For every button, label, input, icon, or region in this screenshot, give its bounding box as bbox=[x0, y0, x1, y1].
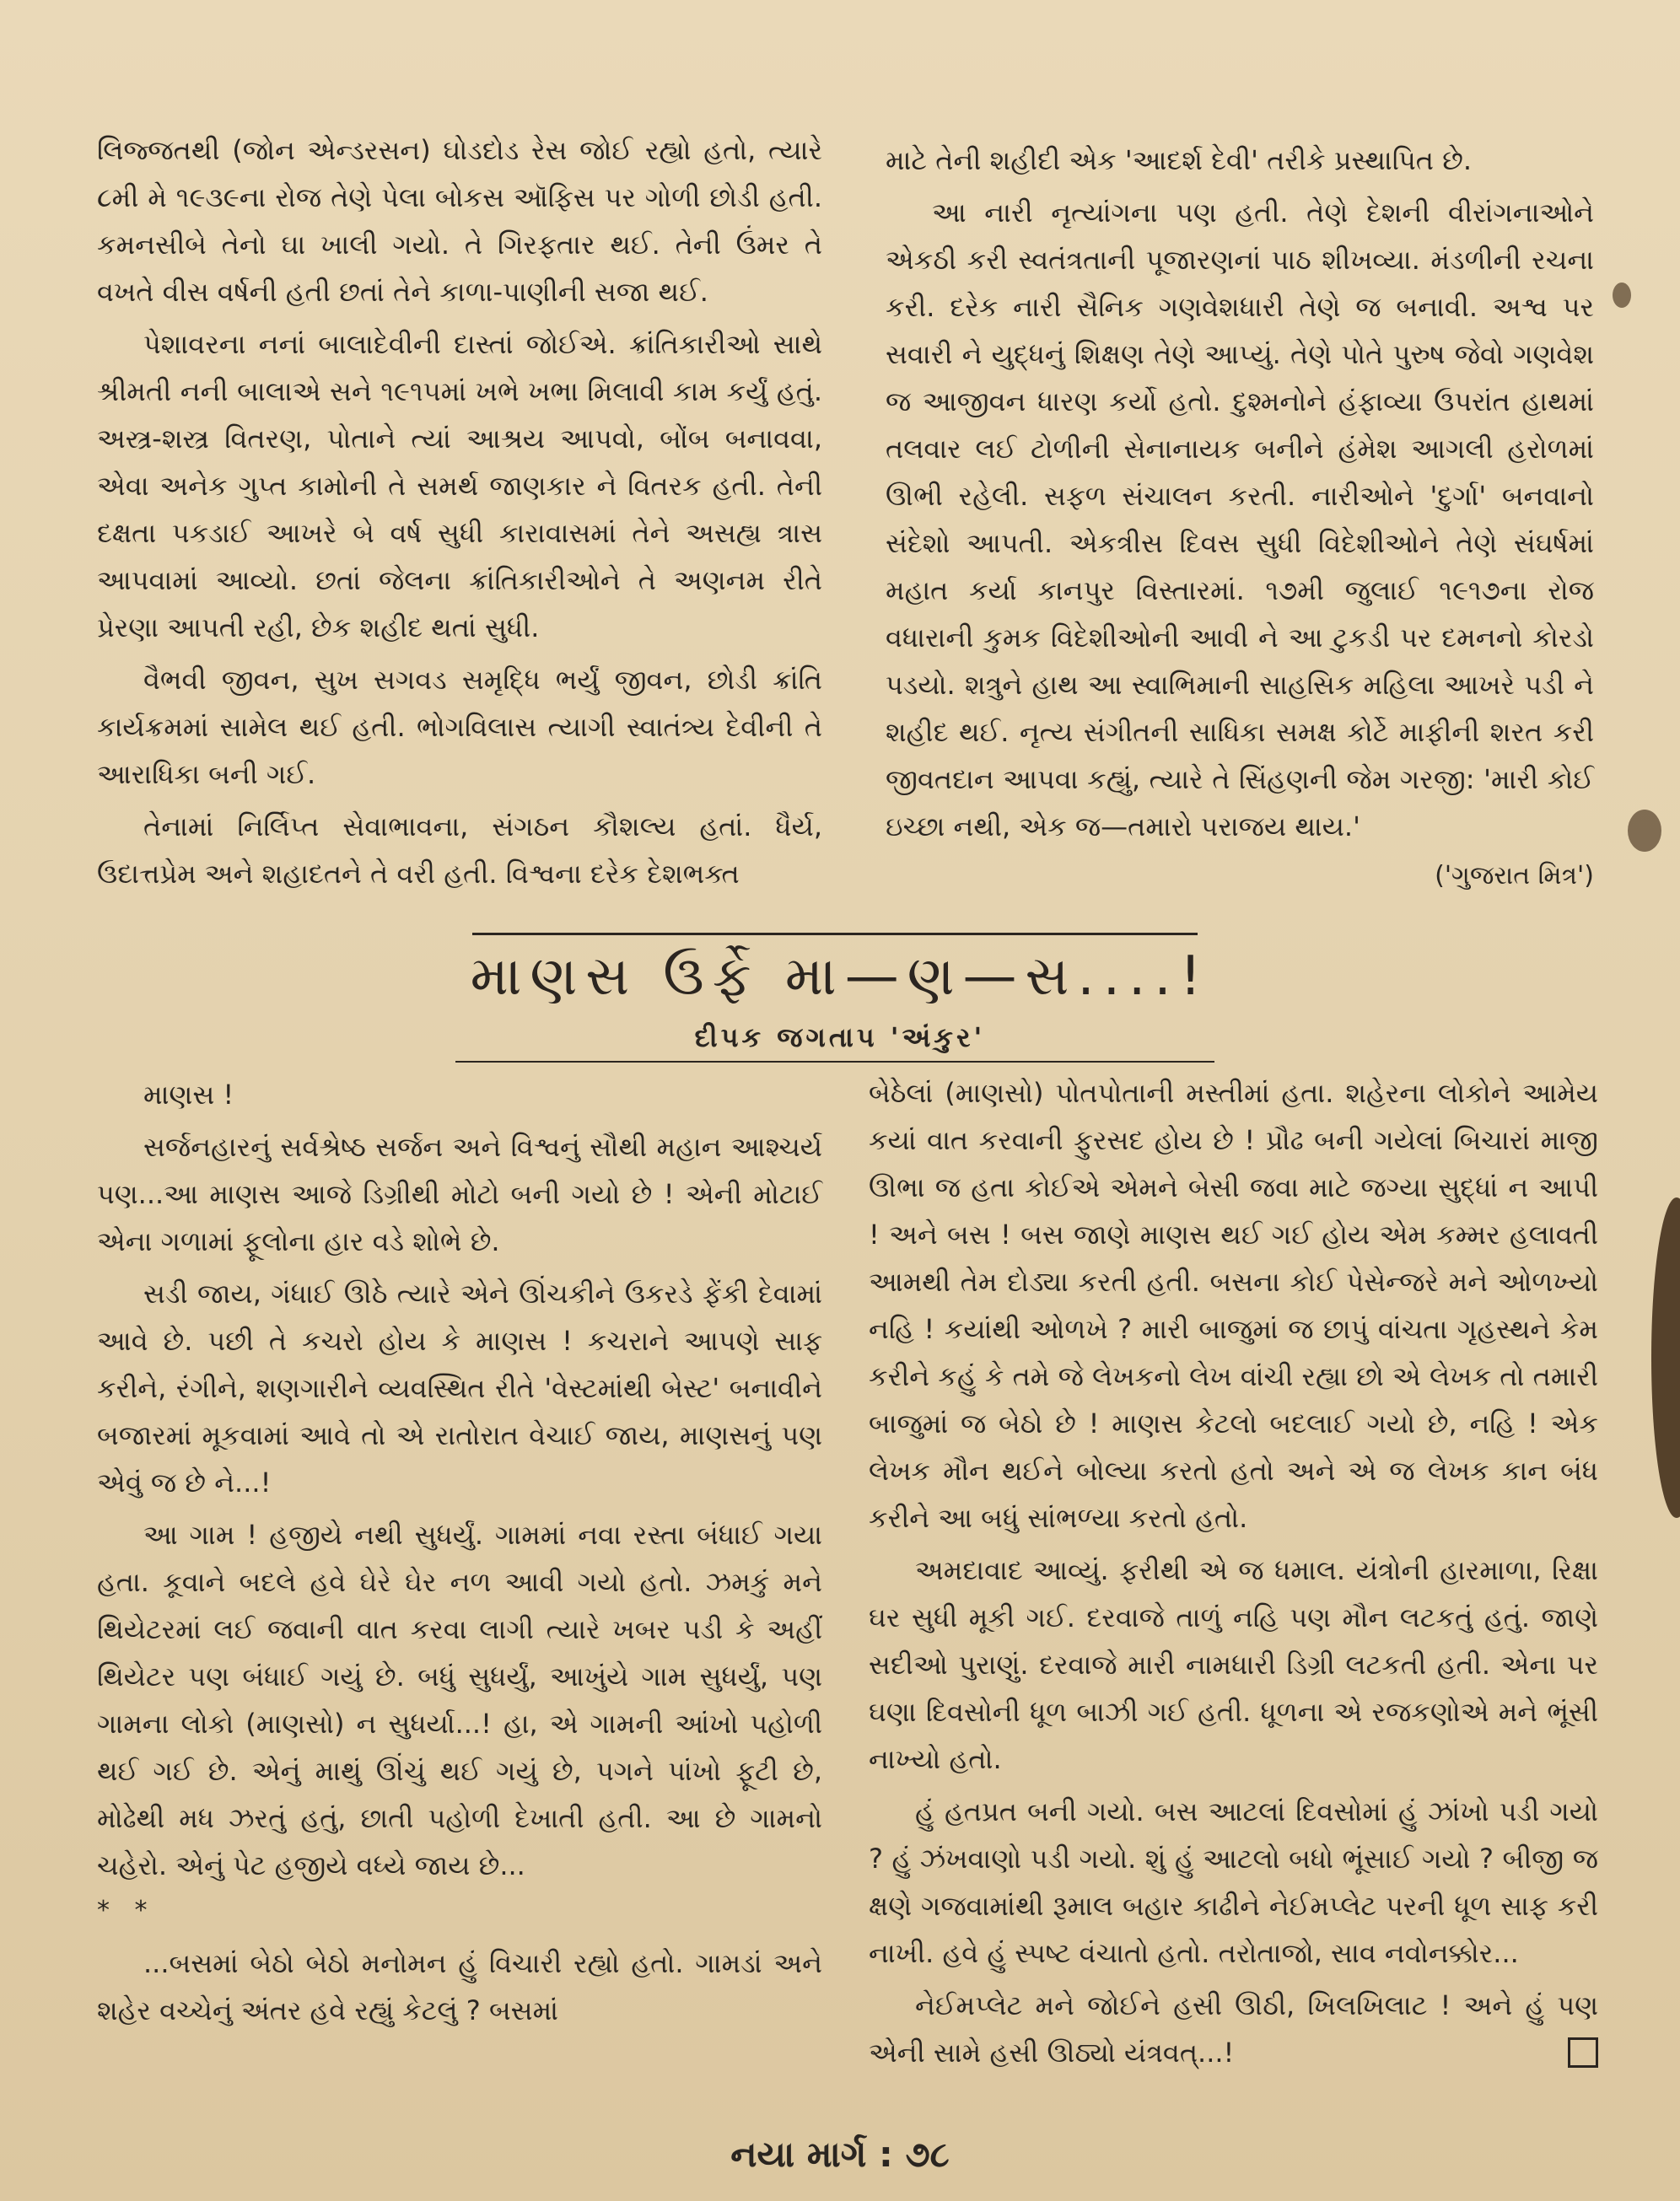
section-break: * * bbox=[97, 1896, 156, 1925]
paragraph: તેનામાં નિર્લિપ્ત સેવાભાવના, સંગઠન કૌશલ્ય હતાં. ધૈર્ય, ઉદાત્તપ્રેમ અને શહાદતને તે વરી હતી. વિશ્વના દરેક દેશભક્ત bbox=[97, 810, 822, 890]
bottom-left-column bbox=[97, 1071, 822, 2039]
title-bottom-rule bbox=[455, 1061, 1214, 1063]
top-left-column bbox=[97, 126, 822, 902]
paragraph bbox=[869, 1982, 1598, 2076]
paragraph-text: નેઈમપ્લેટ મને જોઈને હસી ઊઠી, ખિલખિલાટ ! અને હું પણ એની સામે હસી ઊઠ્યો યંત્રવત્...! bbox=[869, 1989, 1598, 2069]
paragraph: વૈભવી જીવન, સુખ સગવડ સમૃદ્ધિ ભર્યું જીવન, છોડી ક્રાંતિ કાર્યક્રમમાં સામેલ થઈ હતી. ભોગવિલાસ ત્યાગી સ્વાતંત્ર્ય દેવીની તે આરાધિકા બની ગઈ. bbox=[97, 664, 822, 790]
top-right-column bbox=[886, 137, 1594, 897]
paragraph: લિજ્જતથી (જોન એન્ડરસન) ઘોડદોડ રેસ જોઈ રહ્યો હતો, ત્યારે ૮મી મે ૧૯૩૯ના રોજ તેણે પેલા બોકસ ઑફિસ પર ગોળી છોડી હતી. કમનસીબે તેનો ઘા ખાલી ગયો. તે ગિરફતાર થઈ. તેની ઉંમર તે વખતે વીસ વર્ષની હતી છતાં તેને કાળા-પાણીની સજા થઈ. bbox=[97, 134, 822, 308]
paragraph: માટે તેની શહીદી એક 'આદર્શ દેવી' તરીકે પ્રસ્થાપિત છે. bbox=[886, 144, 1473, 176]
paragraph: હું હતપ્રત બની ગયો. બસ આટલાં દિવસોમાં હું ઝાંખો પડી ગયો ? હું ઝંખવાણો પડી ગયો. શું હું આટલો બધો ભૂંસાઈ ગયો ? બીજી જ ક્ષણે ગજવામાંથી રૂમાલ બહાર કાઢીને નેઈમપ્લેટ પરની ધૂળ સાફ કરી નાખી. હવે હું સ્પષ્ટ વંચાતો હતો. તરોતાજો, સાવ નવોનક્કોર... bbox=[869, 1795, 1598, 1969]
page-footer: નયા માર્ગ : ૭૮ bbox=[730, 2134, 950, 2175]
paper-damage bbox=[1613, 283, 1631, 308]
title-top-rule bbox=[472, 933, 1198, 935]
paragraph: માણસ ! bbox=[143, 1079, 234, 1111]
end-mark-icon bbox=[1568, 2037, 1598, 2068]
article-author: દીપક જગતાપ 'અંકુર' bbox=[694, 1021, 986, 1053]
paragraph: અમદાવાદ આવ્યું. ફરીથી એ જ ધમાલ. યંત્રોની હારમાળા, રિક્ષા ઘર સુધી મૂકી ગઈ. દરવાજે તાળું નહિ પણ મૌન લટકતું હતું. જાણે સદીઓ પુરાણું. દરવાજે મારી નામધારી ડિગ્રી લટકતી હતી. એના પર ઘણા દિવસોની ધૂળ બાઝી ગઈ હતી. ધૂળના એ રજકણોએ મને ભૂંસી નાખ્યો હતો. bbox=[869, 1554, 1598, 1775]
article-title: માણસ ઉર્ફે મા—ણ—સ....! bbox=[470, 945, 1210, 1008]
paper-damage bbox=[1628, 810, 1661, 852]
paragraph: સડી જાય, ગંધાઈ ઊઠે ત્યારે એને ઊંચકીને ઉકરડે ફેંકી દેવામાં આવે છે. પછી તે કચરો હોય કે માણસ ! કચરાને આપણે સાફ કરીને, રંગીને, શણગારીને વ્યવસ્થિત રીતે 'વેસ્ટમાંથી બેસ્ટ' બનાવીને બજારમાં મૂકવામાં આવે તો એ રાતોરાત વેચાઈ જાય, માણસનું પણ એવું જ છે ને...! bbox=[97, 1278, 822, 1499]
source-credit: ('ગુજરાત મિત્ર') bbox=[1435, 861, 1594, 891]
paragraph: પેશાવરના નનાં બાલાદેવીની દાસ્તાં જોઈએ. ક્રાંતિકારીઓ સાથે શ્રીમતી નની બાલાએ સને ૧૯૧૫માં ખભે ખભા મિલાવી કામ કર્યું હતું. અસ્ત્ર-શસ્ત્ર વિતરણ, પોતાને ત્યાં આશ્રય આપવો, બોંબ બનાવવા, એવા અનેક ગુપ્ત કામોની તે સમર્થ જાણકાર ને વિતરક હતી. તેની દક્ષતા પકડાઈ આખરે બે વર્ષ સુધી કારાવાસમાં તેને અસહ્ય ત્રાસ આપવામાં આવ્યો. છતાં જેલના ક્રાંતિકારીઓને તે અણનમ રીતે પ્રેરણા આપતી રહી, છેક શહીદ થતાં સુધી. bbox=[97, 328, 822, 643]
paper-damage bbox=[1651, 1197, 1680, 1518]
paragraph: સર્જનહારનું સર્વશ્રેષ્ઠ સર્જન અને વિશ્વનું સૌથી મહાન આશ્ચર્ય પણ...આ માણસ આજે ડિગ્રીથી મોટો બની ગયો છે ! એની મોટાઈ એના ગળામાં ફૂલોના હાર વડે શોભે છે. bbox=[97, 1131, 822, 1257]
paragraph: ...બસમાં બેઠો બેઠો મનોમન હું વિચારી રહ્યો હતો. ગામડાં અને શહેર વચ્ચેનું અંતર હવે રહ્યું કેટલું ? બસમાં bbox=[97, 1947, 822, 2026]
bottom-right-column bbox=[869, 1069, 1598, 2081]
paragraph: બેઠેલાં (માણસો) પોતપોતાની મસ્તીમાં હતા. શહેરના લોકોને આમેય કયાં વાત કરવાની ફુરસદ હોય છે ! પ્રૌઢ બની ગયેલાં બિચારાં માજી ઊભા જ હતા કોઈએ એમને બેસી જવા માટે જગ્યા સુદ્ધાં ન આપી ! અને બસ ! બસ જાણે માણસ થઈ ગઈ હોય એમ કમ્મર હલાવતી આમથી તેમ દોડ્યા કરતી હતી. બસના કોઈ પેસેન્જરે મને ઓળખ્યો નહિ ! કયાંથી ઓળખે ? મારી બાજુમાં જ છાપું વાંચતા ગૃહસ્થને કેમ કરીને કહું કે તમે જે લેખકનો લેખ વાંચી રહ્યા છો એ લેખક તો તમારી બાજુમાં જ બેઠો છે ! માણસ કેટલો બદલાઈ ગયો છે, નહિ ! એક લેખક મૌન થઈને બોલ્યા કરતો હતો અને એ જ લેખક કાન બંધ કરીને આ બધું સાંભળ્યા કરતો હતો. bbox=[869, 1077, 1598, 1534]
paragraph: આ નારી નૃત્યાંગના પણ હતી. તેણે દેશની વીરાંગનાઓને એકઠી કરી સ્વતંત્રતાની પૂજારણનાં પાઠ શીખવ્યા. મંડળીની રચના કરી. દરેક નારી સૈનિક ગણવેશધારી તેણે જ બનાવી. અશ્વ પર સવારી ને યુદ્ધનું શિક્ષણ તેણે આપ્યું. તેણે પોતે પુરુષ જેવો ગણવેશ જ આજીવન ધારણ કર્યો હતો. દુશ્મનોને હંફાવ્યા ઉપરાંત હાથમાં તલવાર લઈ ટોળીની સેનાનાયક બનીને હંમેશ આગલી હરોળમાં ઊભી રહેલી. સફળ સંચાલન કરતી. નારીઓને 'દુર્ગા' બનવાનો સંદેશો આપતી. એકત્રીસ દિવસ સુધી વિદેશીઓને તેણે સંઘર્ષમાં મહાત કર્યા કાનપુર વિસ્તારમાં. ૧૭મી જુલાઈ ૧૯૧૭ના રોજ વધારાની કુમક વિદેશીઓની આવી ને આ ટુકડી પર દમનનો કોરડો પડયો. શત્રુને હાથ આ સ્વાભિમાની સાહસિક મહિલા આખરે પડી ને શહીદ થઈ. નૃત્ય સંગીતની સાધિકા સમક્ષ કોર્ટે માફીની શરત કરી જીવતદાન આપવા કહ્યું, ત્યારે તે સિંહણની જેમ ગરજી: 'મારી કોઈ ઇચ્છા નથી, એક જ—તમારો પરાજય થાય.' bbox=[886, 196, 1594, 842]
paragraph: આ ગામ ! હજીયે નથી સુધર્યું. ગામમાં નવા રસ્તા બંધાઈ ગયા હતા. કૂવાને બદલે હવે ઘેરે ઘેર નળ આવી ગયો હતો. ઝમકું મને થિયેટરમાં લઈ જવાની વાત કરવા લાગી ત્યારે ખબર પડી કે અહીં થિયેટર પણ બંધાઈ ગયું છે. બધું સુધર્યું, આખુંયે ગામ સુધર્યું, પણ ગામના લોકો (માણસો) ન સુધર્યા...! હા, એ ગામની આંખો પહોળી થઈ ગઈ છે. એનું માથું ઊંચું થઈ ગયું છે, પગને પાંખો ફૂટી છે, મોઢેથી મધ ઝરતું હતું, છાતી પહોળી દેખાતી હતી. આ છે ગામનો ચહેરો. એનું પેટ હજીયે વધ્યે જાય છે... bbox=[97, 1519, 822, 1881]
